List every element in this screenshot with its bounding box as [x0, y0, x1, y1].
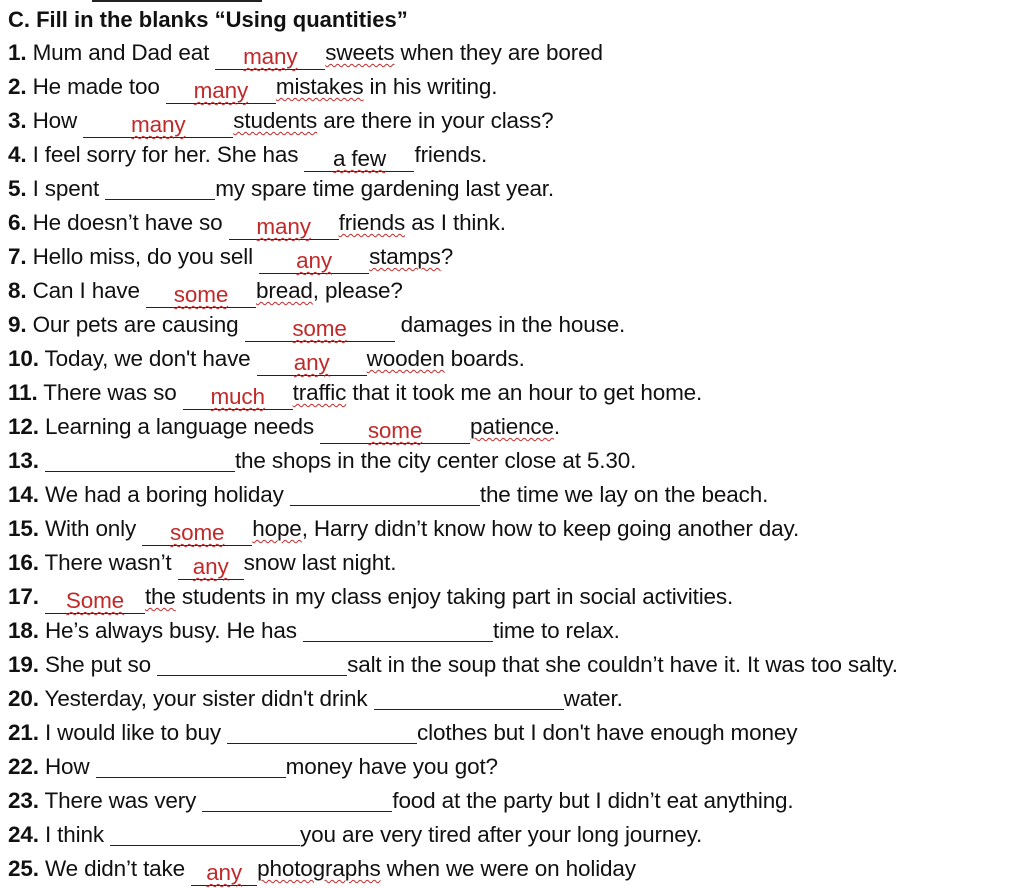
item-text-end: my spare time gardening last year. — [215, 176, 555, 201]
exercise-item-11 — [8, 376, 1018, 410]
answer-text: some — [173, 282, 229, 307]
item-text: He made too — [32, 74, 166, 99]
flagged-word: friends — [338, 210, 406, 235]
item-number: 13. — [8, 448, 39, 473]
exercise-item-25 — [8, 852, 1018, 886]
answer-blank[interactable] — [191, 861, 257, 886]
flagged-word: traffic — [292, 380, 347, 405]
exercise-item-8 — [8, 274, 1018, 308]
exercise-item-12 — [8, 410, 1018, 444]
answer-blank[interactable] — [202, 787, 392, 812]
answer-text: some — [170, 520, 225, 545]
item-text-end: , Harry didn’t know how to keep going another day. — [301, 516, 800, 541]
exercise-item-6 — [8, 206, 1018, 240]
item-text-end: the shops in the city center close at 5.30. — [234, 448, 637, 473]
item-text-end: friends. — [414, 142, 488, 167]
answer-blank[interactable] — [178, 555, 244, 580]
item-text: Today, we don't have — [44, 346, 257, 371]
item-text: Yesterday, your sister didn't drink — [44, 686, 374, 711]
item-number: 14. — [8, 482, 39, 507]
section-heading: C. Fill in the blanks “Using quantities” — [8, 7, 408, 32]
item-text: We didn’t take — [44, 856, 192, 881]
item-number: 18. — [8, 618, 39, 643]
answer-blank[interactable] — [303, 617, 493, 642]
item-number: 17. — [8, 584, 39, 609]
exercise-item-14 — [8, 478, 1018, 512]
item-text-end: ? — [440, 244, 454, 269]
item-number: 11. — [8, 380, 38, 405]
item-text: There was very — [44, 788, 203, 813]
item-text-end: boards. — [444, 346, 525, 371]
item-text-end: students in my class enjoy taking part in social activities. — [175, 584, 734, 609]
item-text-end: when they are bored — [394, 40, 603, 65]
flagged-word: bread — [256, 278, 313, 303]
answer-blank[interactable] — [83, 113, 233, 138]
exercise-item-15 — [8, 512, 1018, 546]
answer-blank[interactable] — [290, 481, 480, 506]
exercise-item-5 — [8, 172, 1018, 206]
item-text-end: damages in the house. — [394, 312, 626, 337]
item-text: There was so — [43, 380, 183, 405]
exercise-item-1 — [8, 36, 1018, 70]
item-number: 23. — [8, 788, 39, 813]
item-text-end: water. — [563, 686, 623, 711]
item-number: 12. — [8, 414, 39, 439]
item-text-end: as I think. — [405, 210, 506, 235]
item-number: 25. — [8, 856, 39, 881]
exercise-item-18 — [8, 614, 1018, 648]
answer-text: any — [296, 248, 332, 273]
exercise-item-20 — [8, 682, 1018, 716]
item-text: Our pets are causing — [32, 312, 245, 337]
item-text: We had a boring holiday — [44, 482, 290, 507]
item-text: With only — [44, 516, 143, 541]
exercise-item-7 — [8, 240, 1018, 274]
exercise-item-16 — [8, 546, 1018, 580]
answer-blank[interactable] — [245, 317, 395, 342]
flagged-word: patience — [470, 414, 554, 439]
item-number: 15. — [8, 516, 39, 541]
item-number: 5. — [8, 176, 27, 201]
answer-blank[interactable] — [183, 385, 293, 410]
item-text-end: money have you got? — [285, 754, 498, 779]
item-text-end: in his writing. — [363, 74, 498, 99]
flagged-word: mistakes — [275, 74, 364, 99]
answer-text: many — [131, 112, 186, 137]
answer-blank[interactable] — [110, 821, 300, 846]
item-text: Can I have — [32, 278, 146, 303]
answer-blank[interactable] — [304, 147, 414, 172]
item-text: I feel sorry for her. She has — [32, 142, 305, 167]
answer-text: many — [243, 44, 298, 69]
item-text-end: are there in your class? — [317, 108, 554, 133]
answer-blank[interactable] — [45, 447, 235, 472]
worksheet — [8, 4, 1018, 886]
answer-text: any — [192, 554, 229, 579]
exercise-item-22 — [8, 750, 1018, 784]
answer-text: Some — [65, 588, 125, 613]
item-text-end: salt in the soup that she couldn’t have it. It was too salty. — [347, 652, 898, 677]
answer-blank[interactable] — [229, 215, 339, 240]
answer-text: any — [293, 350, 330, 375]
item-number: 8. — [8, 278, 27, 303]
answer-text: some — [292, 316, 347, 341]
item-text: She put so — [44, 652, 158, 677]
item-text: How — [44, 754, 96, 779]
item-text-end: . — [553, 414, 561, 439]
item-number: 3. — [8, 108, 27, 133]
flagged-word: stamps — [369, 244, 441, 269]
exercise-item-13 — [8, 444, 1018, 478]
answer-blank[interactable] — [96, 753, 286, 778]
item-text: Mum and Dad eat — [32, 40, 216, 65]
answer-blank[interactable] — [45, 589, 145, 614]
item-text-end: food at the party but I didn’t eat anything. — [392, 788, 794, 813]
item-text: Hello miss, do you sell — [32, 244, 260, 269]
item-text-end: that it took me an hour to get home. — [346, 380, 703, 405]
answer-blank[interactable] — [259, 249, 369, 274]
item-text: I think — [44, 822, 111, 847]
answer-blank[interactable] — [105, 175, 215, 200]
answer-text: much — [210, 384, 265, 409]
answer-blank[interactable] — [157, 651, 347, 676]
answer-blank[interactable] — [227, 719, 417, 744]
item-number: 19. — [8, 652, 39, 677]
answer-blank[interactable] — [166, 79, 276, 104]
item-number: 21. — [8, 720, 39, 745]
answer-blank[interactable] — [215, 45, 325, 70]
answer-blank[interactable] — [142, 521, 252, 546]
item-text-end: when we were on holiday — [380, 856, 636, 881]
item-text: Learning a language needs — [44, 414, 321, 439]
answer-text: many — [193, 78, 249, 103]
exercise-item-17 — [8, 580, 1018, 614]
flagged-word: sweets — [325, 40, 395, 65]
item-number: 6. — [8, 210, 27, 235]
answer-text: some — [367, 418, 423, 443]
answer-text: many — [256, 214, 311, 239]
answer-blank[interactable] — [146, 283, 256, 308]
item-number: 24. — [8, 822, 39, 847]
exercise-item-19 — [8, 648, 1018, 682]
item-text: I spent — [32, 176, 106, 201]
item-number: 10. — [8, 346, 39, 371]
flagged-word: the — [144, 584, 176, 609]
item-text-end: clothes but I don't have enough money — [417, 720, 798, 745]
item-number: 9. — [8, 312, 27, 337]
exercise-item-2 — [8, 70, 1018, 104]
item-number: 20. — [8, 686, 39, 711]
answer-blank[interactable] — [374, 685, 564, 710]
item-number: 1. — [8, 40, 27, 65]
flagged-word: photographs — [257, 856, 381, 881]
item-number: 22. — [8, 754, 39, 779]
exercise-item-24 — [8, 818, 1018, 852]
flagged-word: wooden — [366, 346, 445, 371]
exercise-item-23 — [8, 784, 1018, 818]
item-number: 7. — [8, 244, 27, 269]
item-text: He doesn’t have so — [32, 210, 229, 235]
item-text: He’s always busy. He has — [44, 618, 303, 643]
exercise-item-21 — [8, 716, 1018, 750]
flagged-word: hope — [252, 516, 302, 541]
answer-blank[interactable] — [320, 419, 470, 444]
item-text-end: you are very tired after your long journey. — [300, 822, 703, 847]
answer-blank[interactable] — [257, 351, 367, 376]
item-text: There wasn’t — [44, 550, 178, 575]
exercise-item-3 — [8, 104, 1018, 138]
item-number: 16. — [8, 550, 39, 575]
answer-text: a few — [332, 146, 386, 171]
exercise-item-4 — [8, 138, 1018, 172]
item-text-end: time to relax. — [492, 618, 620, 643]
item-text-end: the time we lay on the beach. — [479, 482, 769, 507]
flagged-word: students — [233, 108, 318, 133]
item-text-end: , please? — [312, 278, 403, 303]
item-text: I would like to buy — [44, 720, 228, 745]
answer-text: any — [206, 860, 243, 885]
exercise-item-9 — [8, 308, 1018, 342]
item-number: 2. — [8, 74, 27, 99]
exercise-item-10 — [8, 342, 1018, 376]
item-number: 4. — [8, 142, 27, 167]
item-text: How — [32, 108, 84, 133]
item-text-end: snow last night. — [243, 550, 397, 575]
